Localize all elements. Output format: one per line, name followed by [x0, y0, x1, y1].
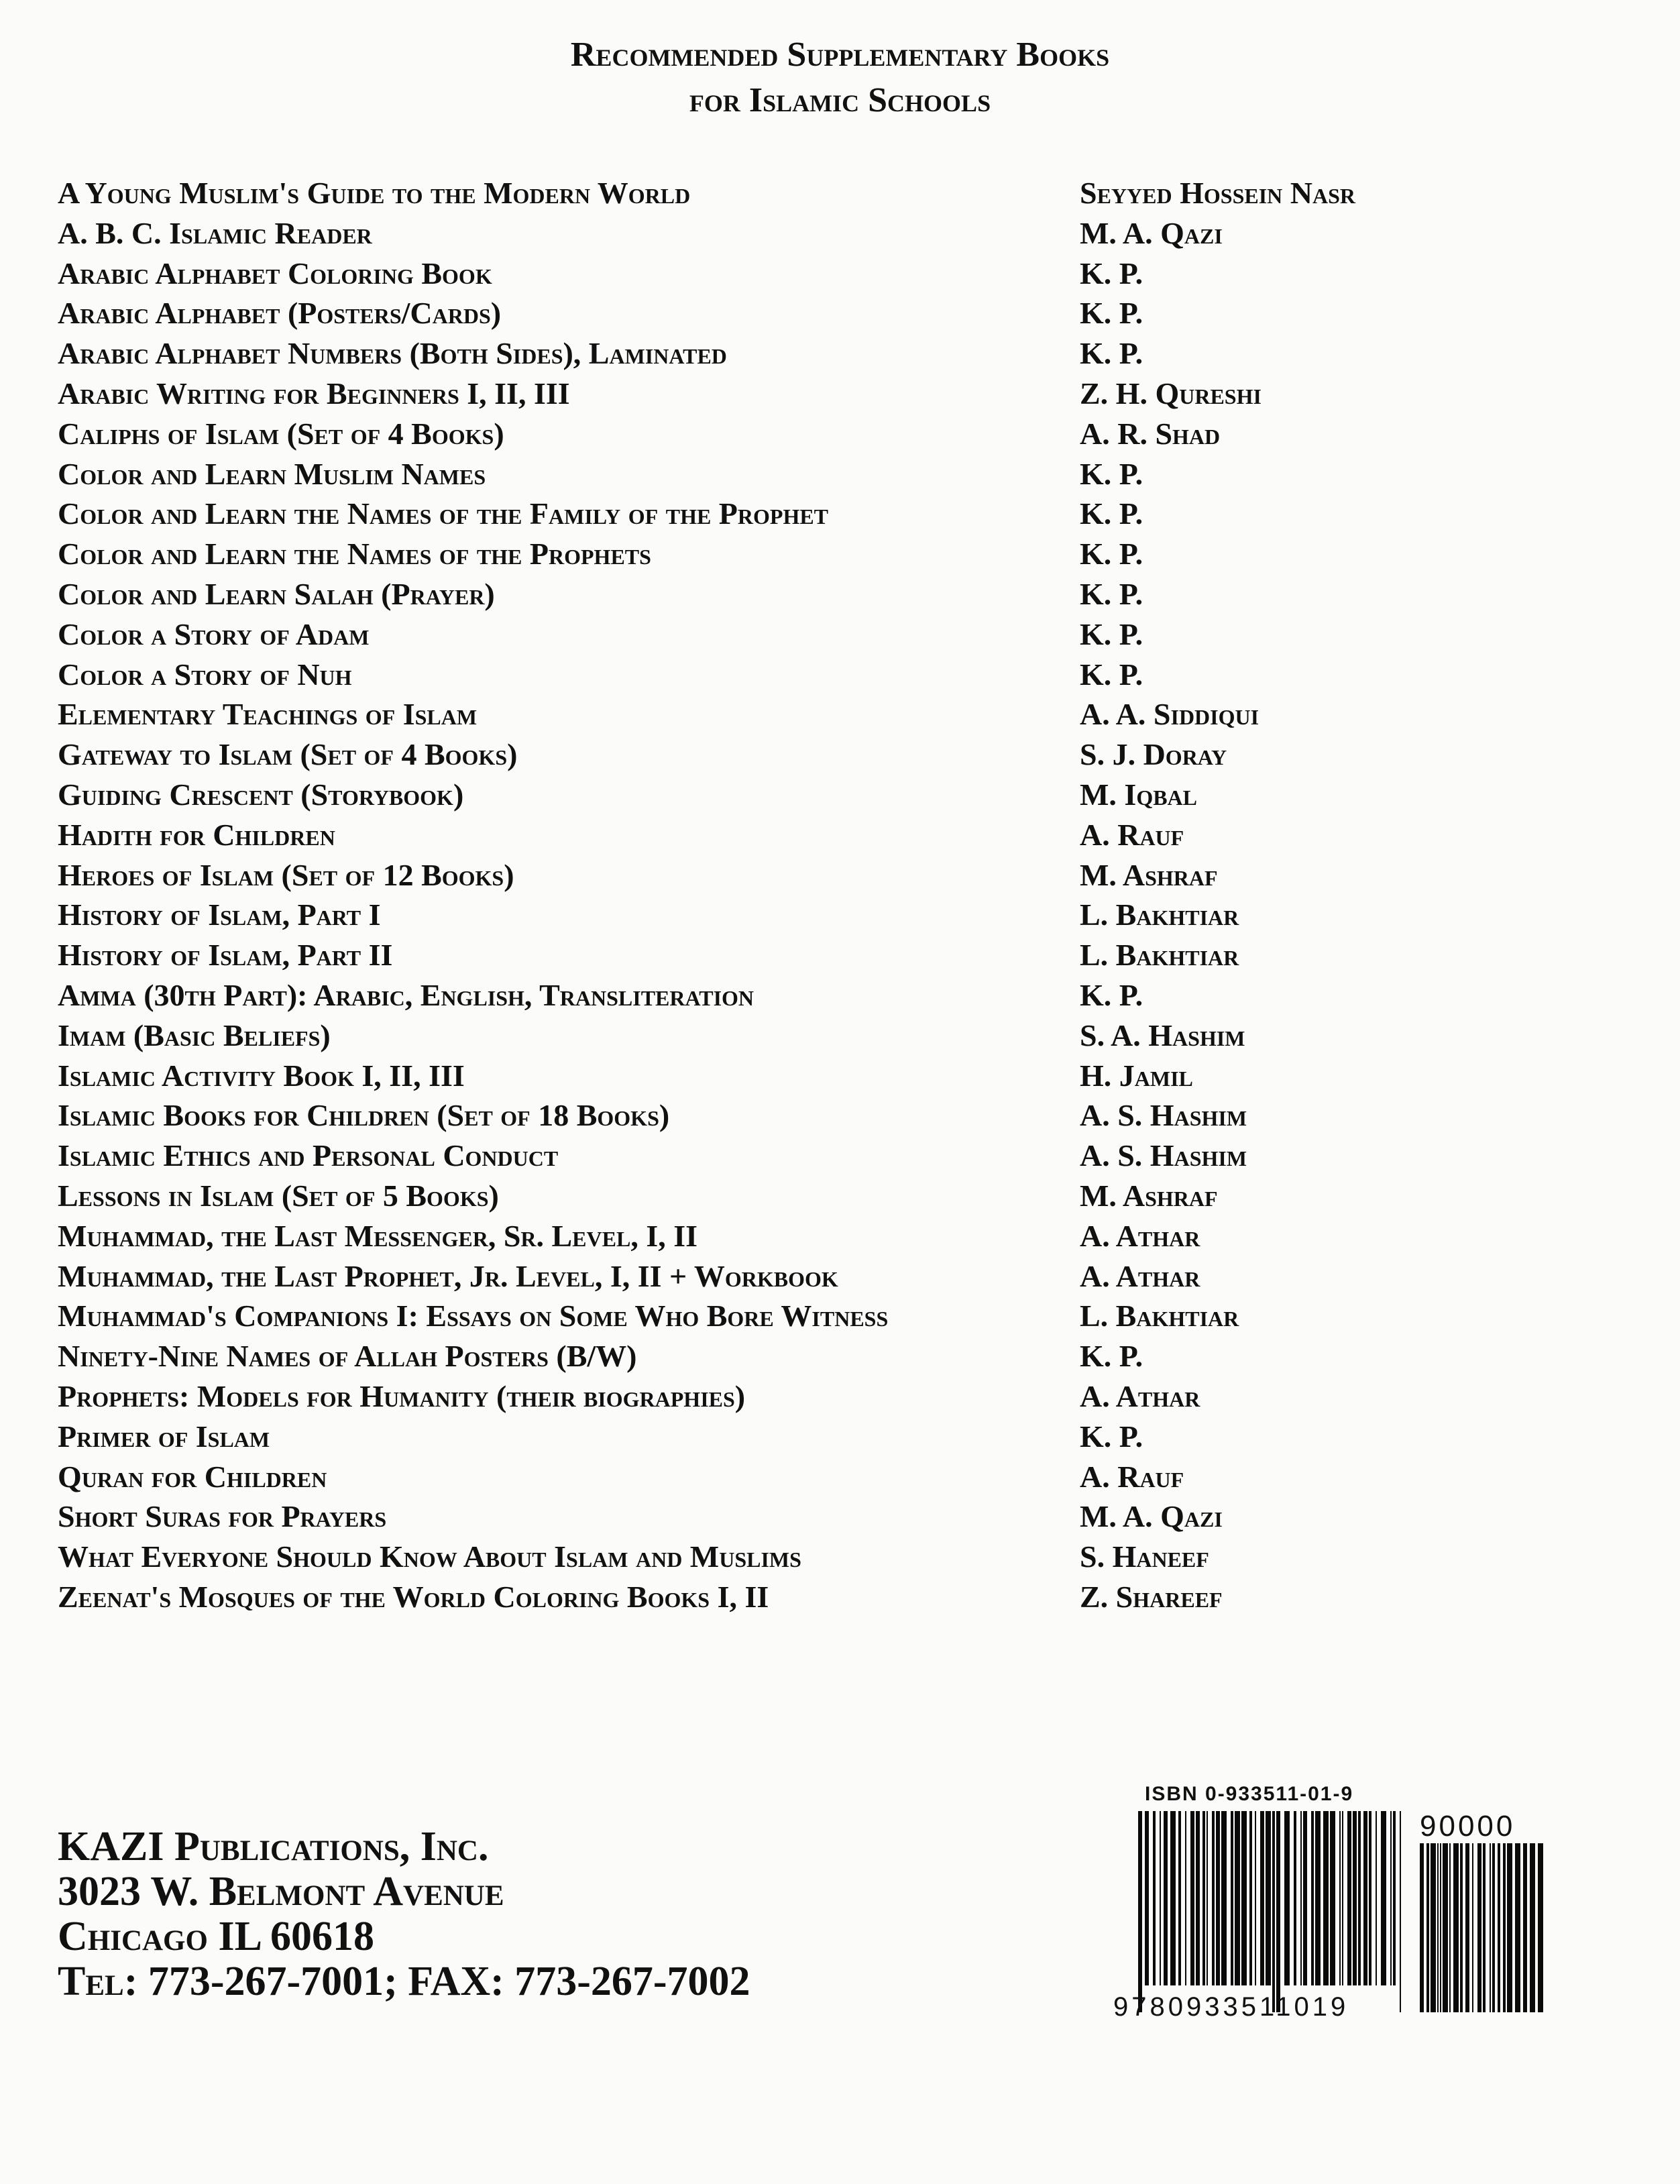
book-title: Islamic Activity Book I, II, III	[58, 1058, 465, 1093]
book-row	[58, 815, 1600, 855]
book-title: Arabic Writing for Beginners I, II, III	[58, 376, 570, 411]
barcode-addon-digits: 90000	[1420, 1810, 1516, 1843]
book-author: K. P.	[1080, 1339, 1143, 1374]
book-row	[58, 1376, 1600, 1417]
book-title: History of Islam, Part I	[58, 897, 381, 932]
book-title: Color and Learn Muslim Names	[58, 456, 486, 491]
book-author: A. Athar	[1080, 1258, 1200, 1293]
book-author: K. P.	[1080, 576, 1143, 611]
book-author: K. P.	[1080, 456, 1143, 491]
book-author: A. Athar	[1080, 1218, 1200, 1253]
book-author: K. P.	[1080, 296, 1143, 331]
book-author: A. Rauf	[1080, 1459, 1184, 1494]
book-row	[58, 1016, 1600, 1056]
book-title: Amma (30th Part): Arabic, English, Transliteration	[58, 977, 754, 1012]
book-row	[58, 254, 1600, 294]
book-title: A Young Muslim's Guide to the Modern World	[58, 176, 691, 210]
book-row	[58, 1496, 1600, 1537]
book-title: Color a Story of Nuh	[58, 657, 352, 692]
barcode-addon-icon	[1420, 1843, 1546, 2012]
book-row	[58, 734, 1600, 775]
book-author: K. P.	[1080, 336, 1143, 371]
book-author: M. A. Qazi	[1080, 1499, 1223, 1534]
book-row	[58, 1176, 1600, 1216]
book-author: L. Bakhtiar	[1080, 938, 1239, 973]
book-title: Muhammad, the Last Messenger, Sr. Level, I, II	[58, 1218, 698, 1253]
publisher-street: 3023 W. Belmont Avenue	[58, 1869, 504, 1914]
book-row	[58, 1216, 1600, 1256]
book-title: A. B. C. Islamic Reader	[58, 215, 372, 250]
book-title: Color and Learn the Names of the Family of the Prophet	[58, 496, 829, 531]
book-title: Arabic Alphabet (Posters/Cards)	[58, 296, 502, 331]
heading-line-1: Recommended Supplementary Books	[570, 36, 1110, 74]
book-author: M. Ashraf	[1080, 1178, 1218, 1213]
book-row	[58, 534, 1600, 574]
book-author: S. J. Doray	[1080, 737, 1227, 772]
book-row	[58, 1095, 1600, 1136]
publisher-name: KAZI Publications, Inc.	[58, 1824, 489, 1869]
book-row	[58, 574, 1600, 614]
book-row	[58, 1056, 1600, 1096]
book-title: Islamic Books for Children (Set of 18 Books)	[58, 1098, 670, 1133]
book-title: Quran for Children	[58, 1459, 327, 1494]
book-title: Imam (Basic Beliefs)	[58, 1018, 331, 1052]
book-title: Heroes of Islam (Set of 12 Books)	[58, 857, 514, 892]
book-author: K. P.	[1080, 496, 1143, 531]
publisher-phone: Tel: 773-267-7001; FAX: 773-267-7002	[58, 1959, 750, 2004]
book-title: Hadith for Children	[58, 817, 335, 852]
book-row	[58, 414, 1600, 454]
book-title: What Everyone Should Know About Islam and Muslims	[58, 1539, 801, 1574]
book-row	[58, 614, 1600, 655]
book-author: A. S. Hashim	[1080, 1138, 1247, 1173]
book-title: Muhammad, the Last Prophet, Jr. Level, I, II + Workbook	[58, 1258, 838, 1293]
book-author: S. A. Hashim	[1080, 1018, 1245, 1052]
book-author: Z. H. Qureshi	[1080, 376, 1262, 411]
book-list	[58, 173, 1600, 1617]
book-title: Arabic Alphabet Coloring Book	[58, 256, 492, 290]
book-row	[58, 1417, 1600, 1457]
book-row	[58, 1256, 1600, 1297]
book-row	[58, 1136, 1600, 1176]
book-author: M. Iqbal	[1080, 777, 1198, 812]
book-row	[58, 935, 1600, 975]
isbn-label: ISBN 0-933511-01-9	[1145, 1783, 1354, 1805]
book-author: A. Athar	[1080, 1378, 1200, 1413]
book-author: K. P.	[1080, 1419, 1143, 1454]
book-author: A. Rauf	[1080, 817, 1184, 852]
book-row	[58, 454, 1600, 494]
book-row	[58, 895, 1600, 935]
book-row	[58, 173, 1600, 213]
book-row	[58, 1577, 1600, 1617]
book-author: K. P.	[1080, 657, 1143, 692]
book-author: A. A. Siddiqui	[1080, 697, 1259, 732]
heading-line-2: for Islamic Schools	[689, 81, 991, 119]
book-row	[58, 494, 1600, 534]
book-author: K. P.	[1080, 616, 1143, 651]
book-title: Color and Learn Salah (Prayer)	[58, 576, 495, 611]
book-row	[58, 855, 1600, 895]
book-row	[58, 1537, 1600, 1577]
book-row	[58, 1457, 1600, 1497]
book-author: Seyyed Hossein Nasr	[1080, 176, 1356, 210]
book-row	[58, 293, 1600, 333]
book-row	[58, 975, 1600, 1016]
book-author: M. Ashraf	[1080, 857, 1218, 892]
book-title: Caliphs of Islam (Set of 4 Books)	[58, 416, 504, 451]
book-author: K. P.	[1080, 537, 1143, 571]
book-title: Ninety-Nine Names of Allah Posters (B/W)	[58, 1339, 637, 1374]
book-title: Gateway to Islam (Set of 4 Books)	[58, 737, 518, 772]
barcode-icon	[1138, 1811, 1406, 2012]
book-author: A. S. Hashim	[1080, 1098, 1247, 1133]
book-row	[58, 655, 1600, 695]
page-heading	[0, 32, 1680, 123]
book-author: L. Bakhtiar	[1080, 897, 1239, 932]
book-row	[58, 213, 1600, 254]
book-row	[58, 333, 1600, 374]
book-title: Short Suras for Prayers	[58, 1499, 387, 1534]
book-row	[58, 1296, 1600, 1336]
book-title: Color a Story of Adam	[58, 616, 370, 651]
book-title: Prophets: Models for Humanity (their biographies)	[58, 1378, 746, 1413]
book-author: H. Jamil	[1080, 1058, 1193, 1093]
book-author: L. Bakhtiar	[1080, 1299, 1239, 1333]
book-title: Primer of Islam	[58, 1419, 270, 1454]
barcode-ean-digits: 9780933511019	[1113, 1992, 1349, 2022]
book-title: Muhammad's Companions I: Essays on Some Who Bore Witness	[58, 1299, 889, 1333]
book-row	[58, 1336, 1600, 1376]
book-row	[58, 374, 1600, 414]
book-title: Color and Learn the Names of the Prophets	[58, 537, 651, 571]
book-author: Z. Shareef	[1080, 1579, 1223, 1614]
book-author: K. P.	[1080, 256, 1143, 290]
book-title: Islamic Ethics and Personal Conduct	[58, 1138, 559, 1173]
book-row	[58, 775, 1600, 815]
book-author: A. R. Shad	[1080, 416, 1221, 451]
book-title: Lessons in Islam (Set of 5 Books)	[58, 1178, 499, 1213]
book-author: S. Haneef	[1080, 1539, 1209, 1574]
publisher-city: Chicago IL 60618	[58, 1914, 375, 1959]
book-title: Guiding Crescent (Storybook)	[58, 777, 464, 812]
book-title: History of Islam, Part II	[58, 938, 393, 973]
book-row	[58, 694, 1600, 734]
publisher-address	[58, 1824, 750, 2004]
book-title: Arabic Alphabet Numbers (Both Sides), Laminated	[58, 336, 727, 371]
book-title: Zeenat's Mosques of the World Coloring Books I, II	[58, 1579, 769, 1614]
book-title: Elementary Teachings of Islam	[58, 697, 478, 732]
book-author: K. P.	[1080, 977, 1143, 1012]
book-author: M. A. Qazi	[1080, 215, 1223, 250]
